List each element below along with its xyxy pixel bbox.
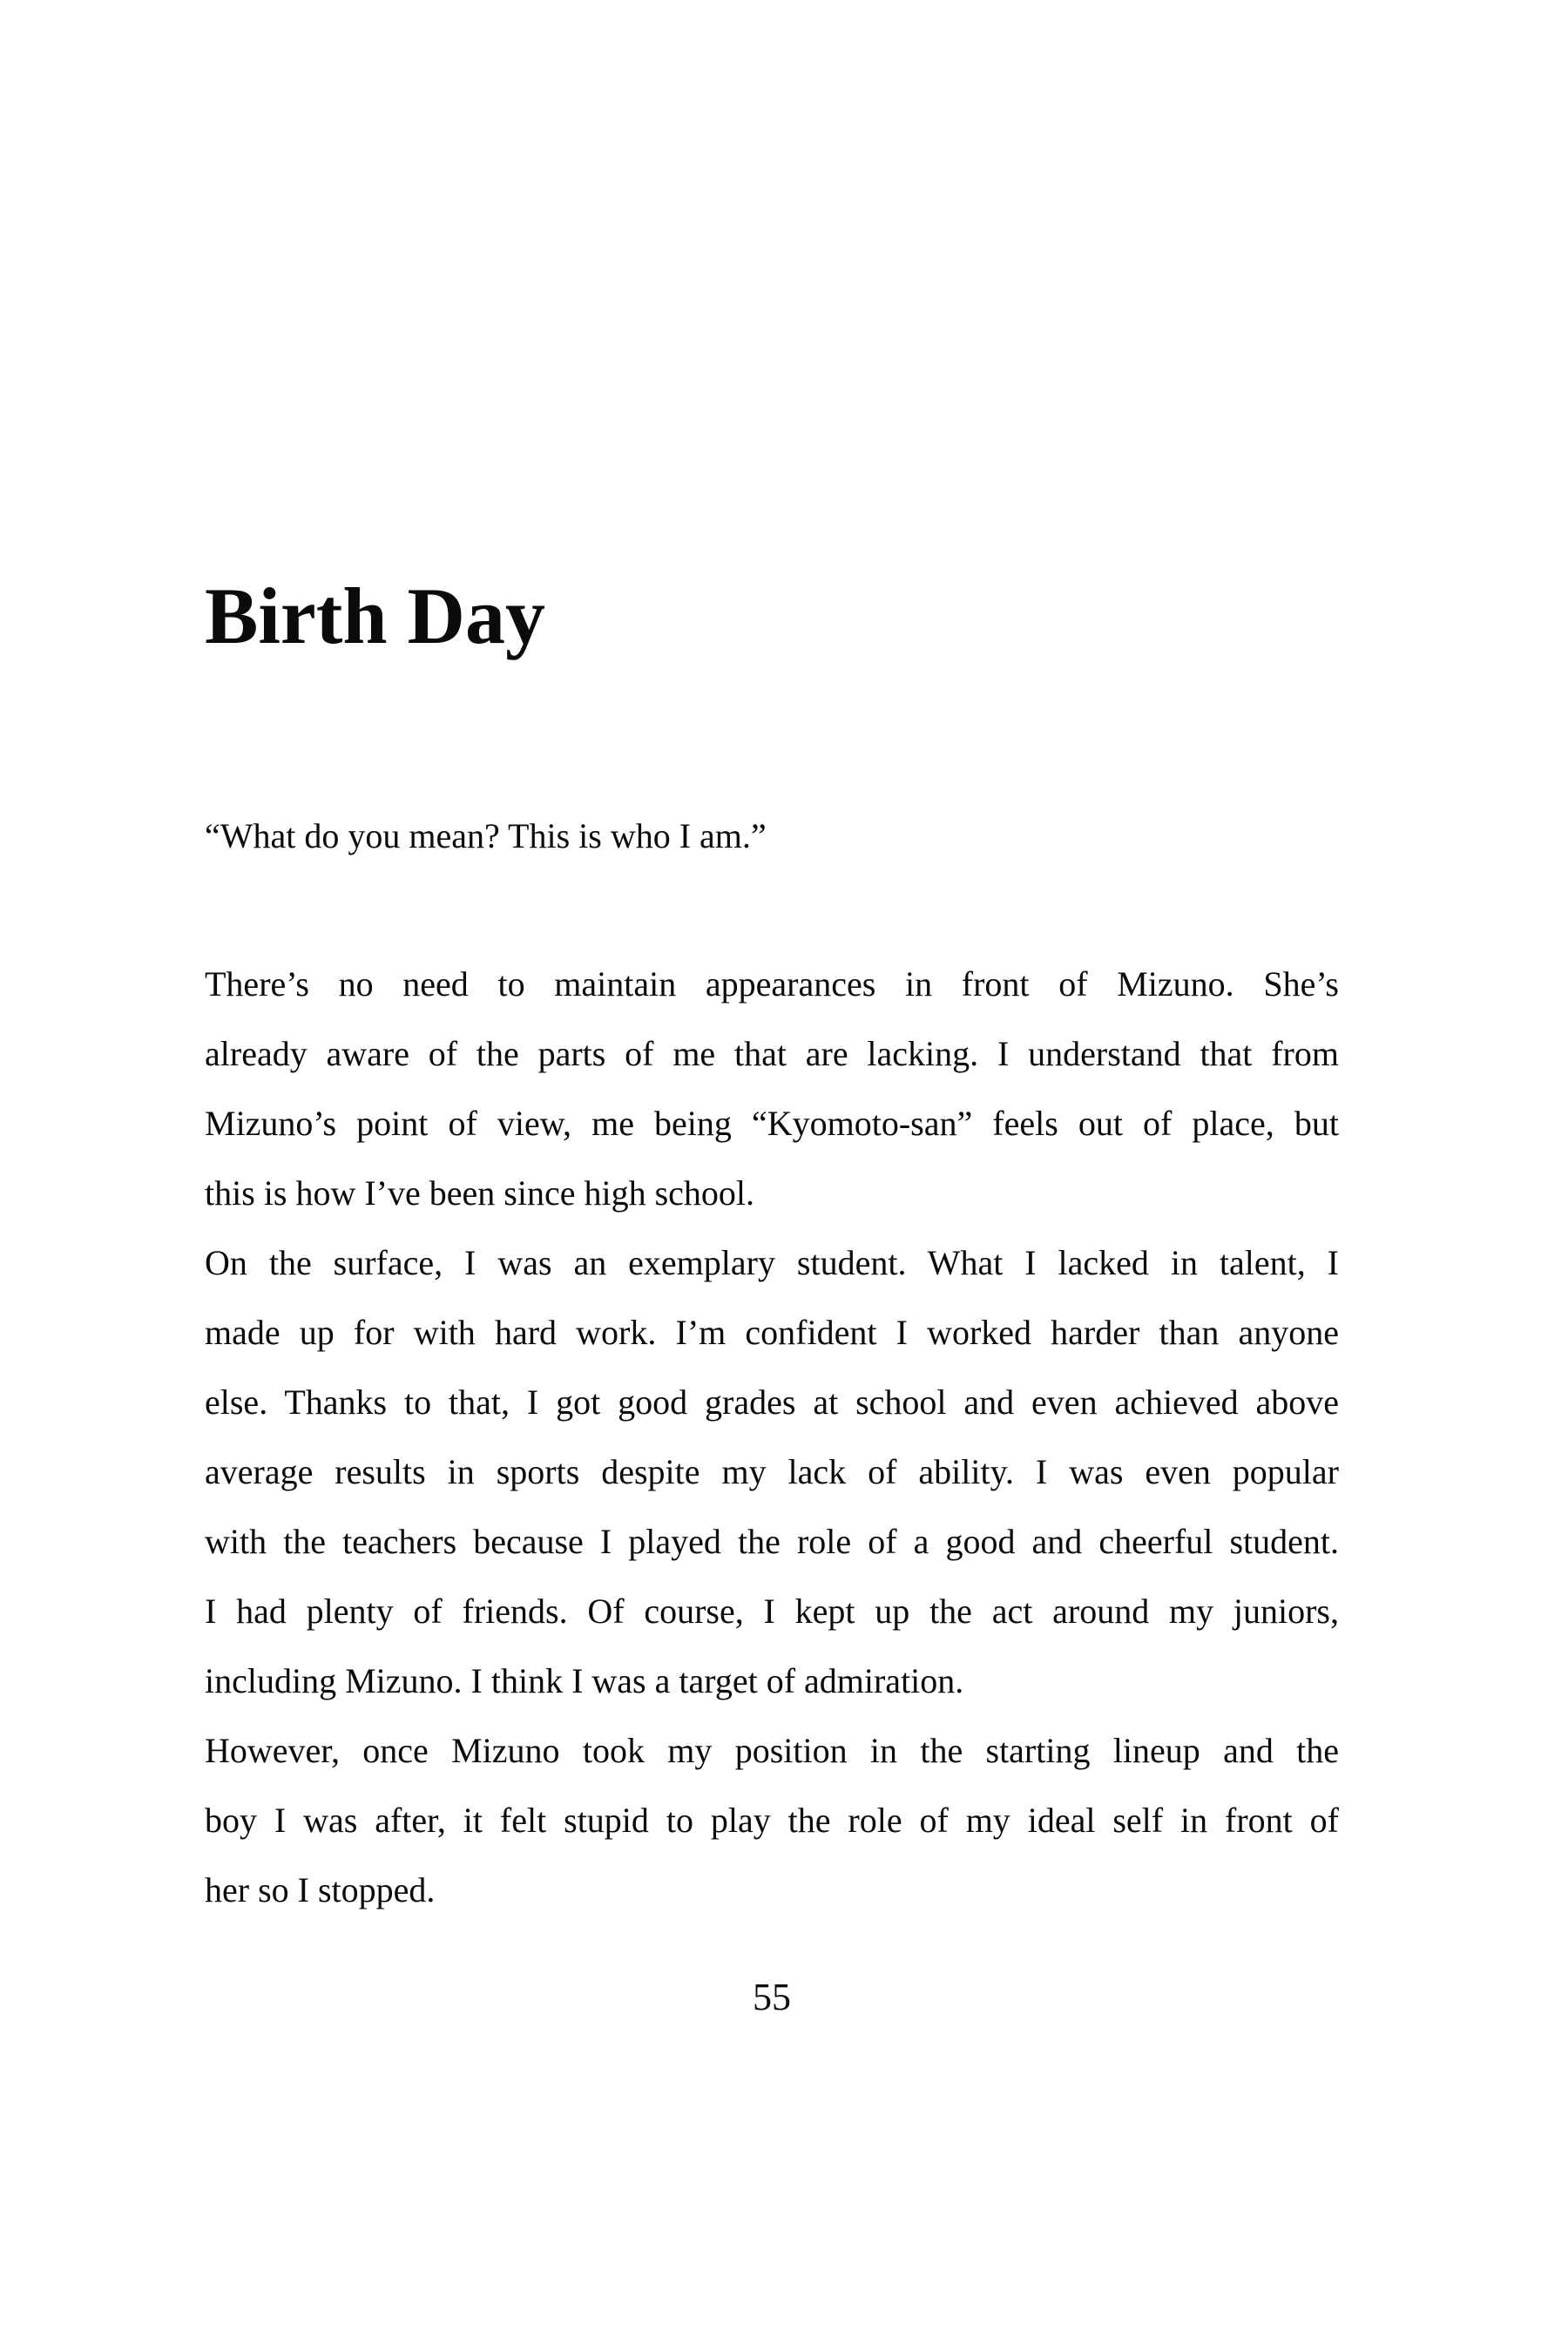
text-line: including Mizuno. I think I was a target of admiration. (205, 1661, 964, 1700)
chapter-title: Birth Day (205, 571, 545, 660)
body-paragraphs (205, 950, 1339, 1925)
text-line: with the teachers because I played the role of a good and cheerful student. (205, 1522, 1339, 1561)
text-line: average results in sports despite my lack of ability. I was even popular (205, 1452, 1339, 1491)
text-line: On the surface, I was an exemplary student. What I lacked in talent, I (205, 1243, 1339, 1282)
text-line: I had plenty of friends. Of course, I kept up the act around my juniors, (205, 1592, 1339, 1631)
dialogue-line: “What do you mean? This is who I am.” (205, 816, 767, 855)
text-line: made up for with hard work. I’m confident I worked harder than anyone (205, 1313, 1339, 1352)
text-line: this is how I’ve been since high school. (205, 1173, 754, 1213)
page-number: 55 (753, 1976, 791, 2018)
text-line: There’s no need to maintain appearances in front of Mizuno. She’s (205, 964, 1339, 1004)
paragraph (205, 950, 1339, 1228)
text-line: Mizuno’s point of view, me being “Kyomoto-san” feels out of place, but (205, 1104, 1339, 1143)
text-line: else. Thanks to that, I got good grades at school and even achieved above (205, 1382, 1339, 1422)
text-line: her so I stopped. (205, 1870, 436, 1909)
text-block (205, 571, 1339, 2018)
text-line: already aware of the parts of me that are lacking. I understand that from (205, 1034, 1339, 1073)
paragraph (205, 1716, 1339, 1925)
text-line: boy I was after, it felt stupid to play the role of my ideal self in front of (205, 1801, 1339, 1840)
text-line: However, once Mizuno took my position in the starting lineup and the (205, 1731, 1339, 1770)
paragraph (205, 1228, 1339, 1716)
